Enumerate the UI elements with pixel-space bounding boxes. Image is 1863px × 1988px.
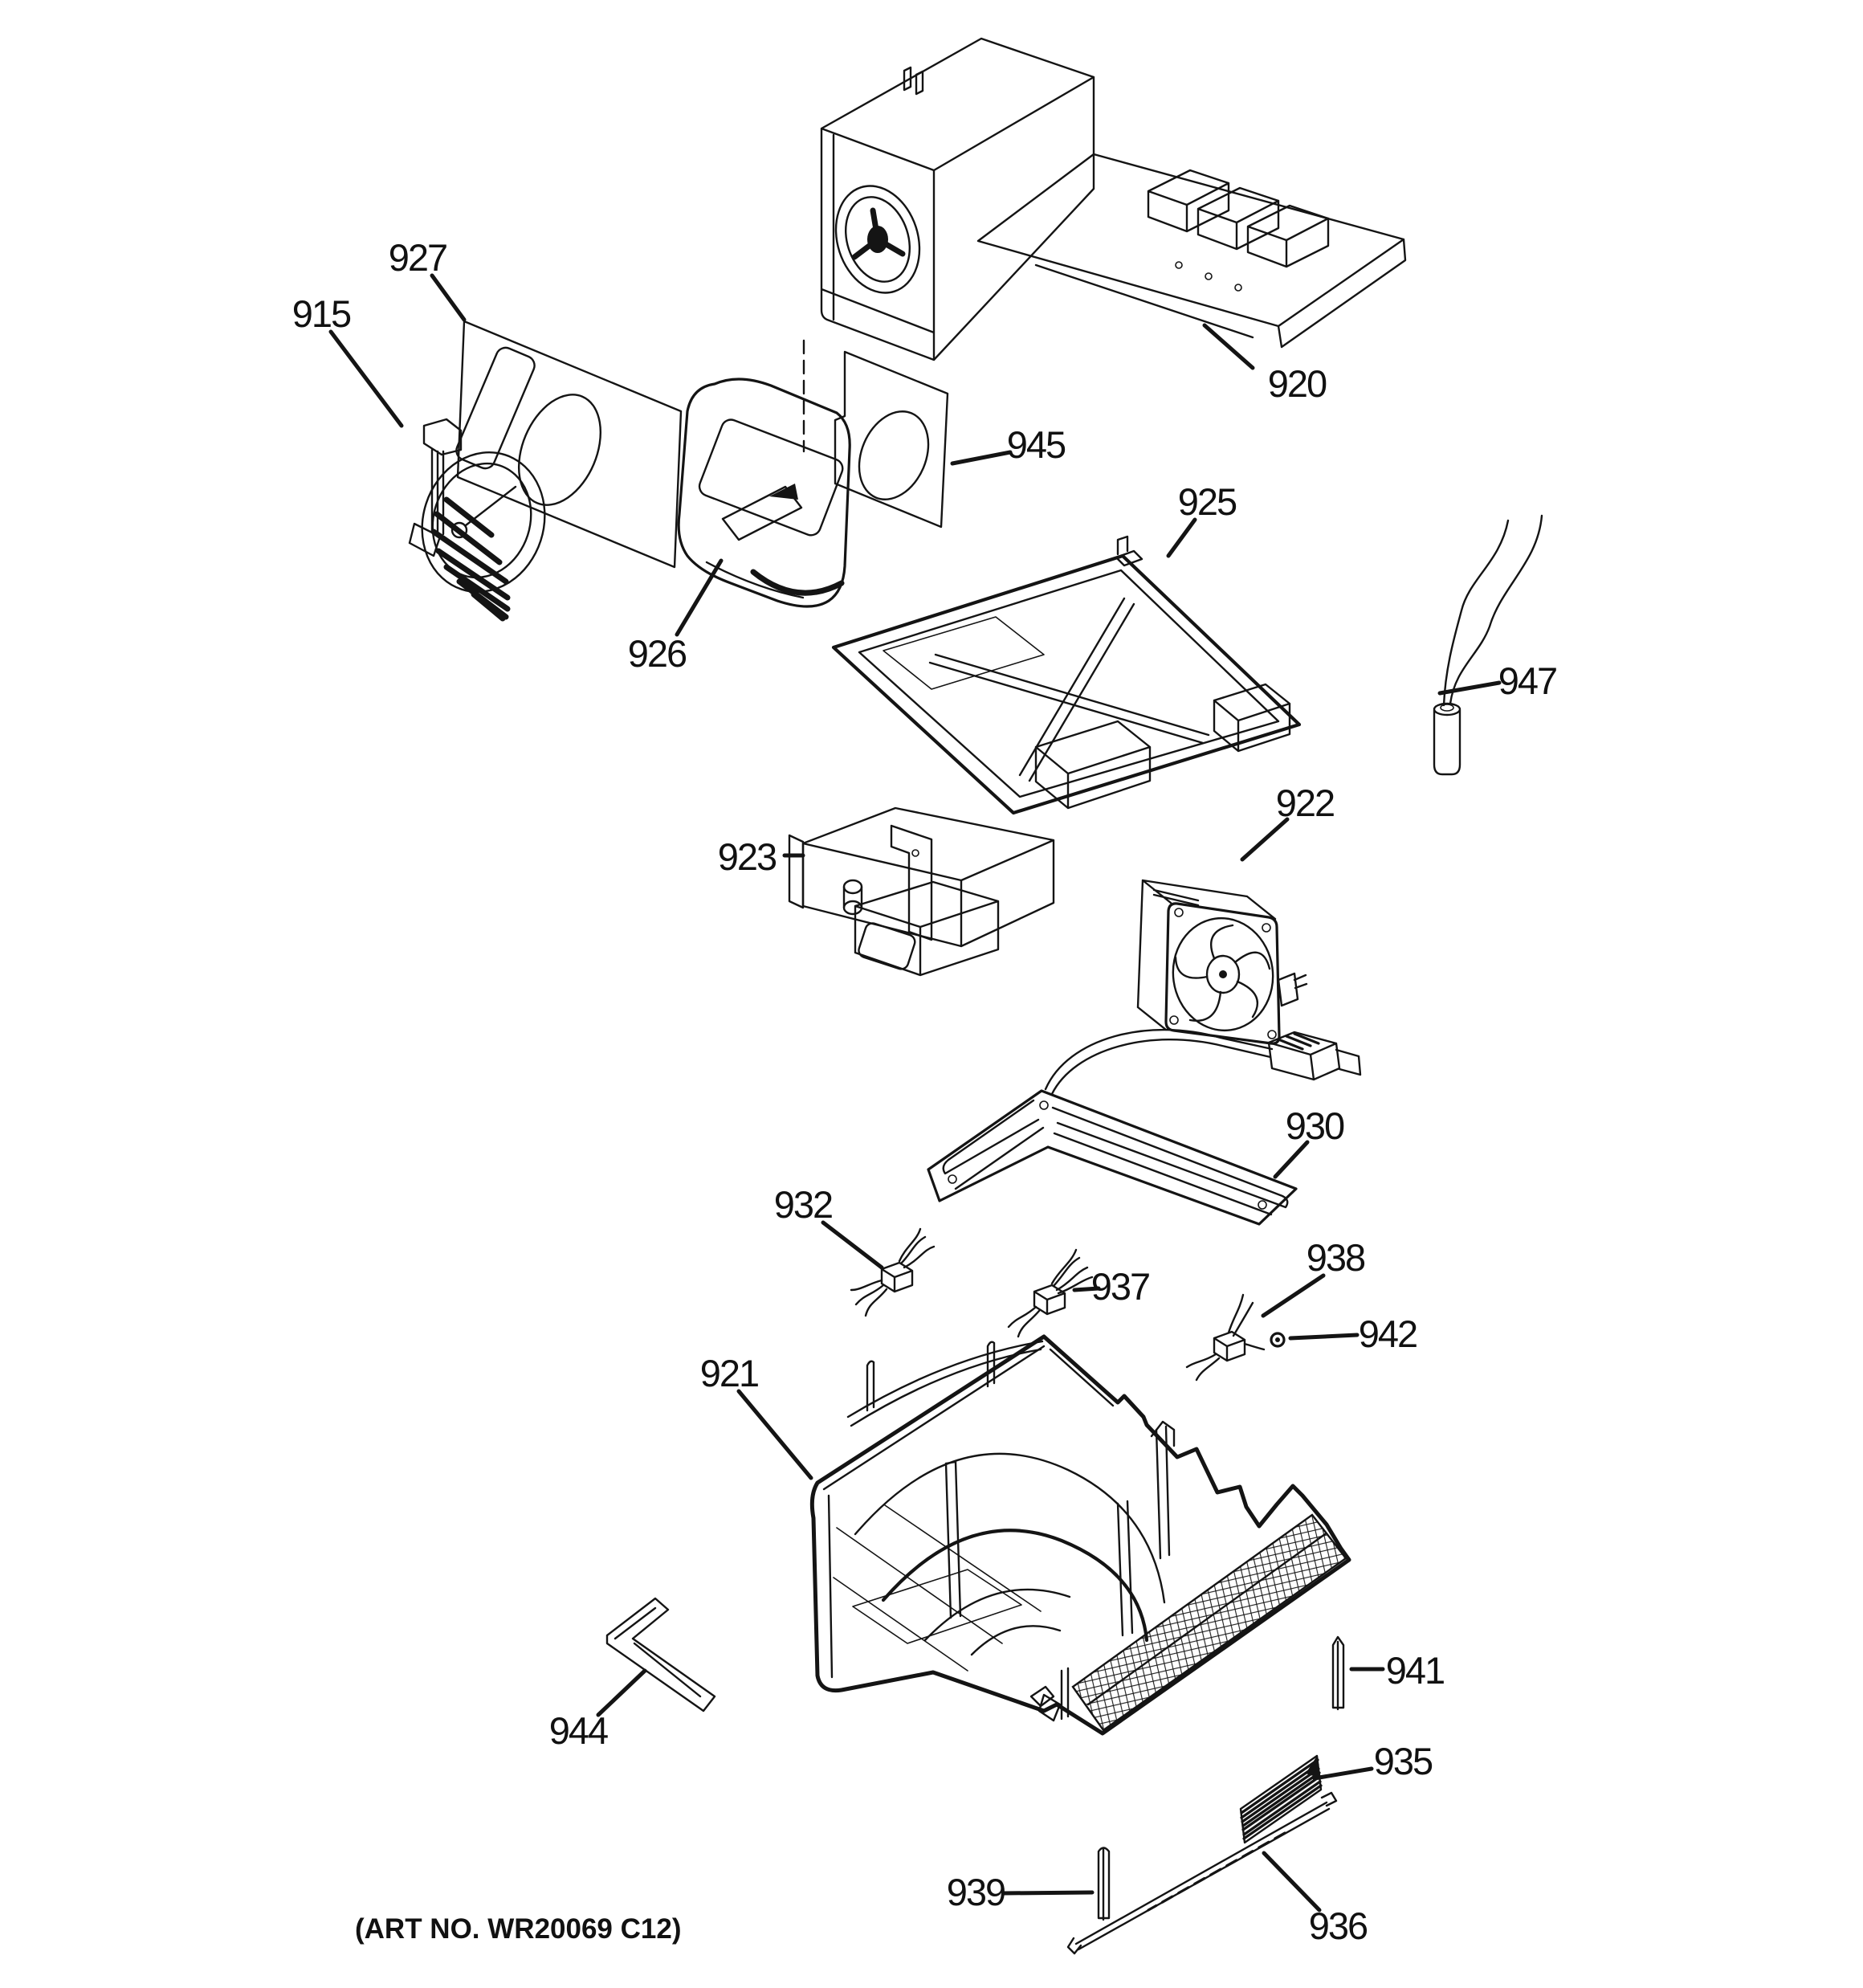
part-935-grille	[1241, 1756, 1321, 1843]
part-label-945: 945	[1006, 423, 1066, 466]
part-927-outline	[458, 321, 681, 567]
part-938-wires	[1187, 1295, 1264, 1380]
part-label-926: 926	[627, 632, 687, 675]
part-944-strip	[607, 1598, 715, 1711]
part-925-rim	[859, 570, 1278, 797]
part-921-outline	[812, 1337, 1349, 1733]
leader-945	[952, 452, 1010, 463]
leader-921	[739, 1391, 811, 1478]
part-915-damper	[404, 419, 562, 618]
part-932-connector	[851, 1229, 934, 1316]
part-930-connector	[1269, 1032, 1360, 1080]
part-939-body	[1099, 1848, 1109, 1921]
part-926-vane-tip	[769, 484, 798, 500]
part-937-body	[1034, 1285, 1065, 1314]
part-label-923: 923	[717, 835, 777, 878]
part-921-back-wall	[848, 1341, 1174, 1558]
part-941-pin	[1333, 1637, 1343, 1709]
part-945-outline	[835, 352, 948, 527]
part-926-mouth	[753, 572, 842, 593]
part-label-922: 922	[1275, 782, 1335, 824]
part-label-938: 938	[1306, 1236, 1365, 1279]
part-label-939: 939	[946, 1871, 1005, 1913]
part-label-930: 930	[1285, 1104, 1344, 1147]
part-922-connector-tab	[1278, 974, 1307, 1006]
leader-932	[823, 1223, 882, 1268]
leader-944	[598, 1671, 645, 1715]
part-923-bracket	[891, 826, 932, 940]
part-label-921: 921	[699, 1352, 759, 1394]
leader-927	[432, 276, 464, 320]
part-label-925: 925	[1177, 480, 1237, 523]
leader-922	[1242, 819, 1287, 859]
part-942-grommet	[1271, 1333, 1284, 1346]
part-920-blocks	[1148, 170, 1328, 267]
part-923-upper-box	[803, 808, 1054, 946]
part-label-935: 935	[1373, 1740, 1433, 1782]
part-label-915: 915	[291, 292, 351, 335]
part-label-941: 941	[1385, 1649, 1445, 1692]
part-922-fan	[1138, 880, 1307, 1043]
part-945-gasket	[835, 352, 948, 527]
part-label-944: 944	[548, 1709, 608, 1752]
part-921-scroll-thick	[883, 1530, 1147, 1640]
leader-930	[1275, 1142, 1307, 1177]
leader-926	[677, 561, 721, 635]
leader-939	[1004, 1892, 1092, 1893]
part-926-duct	[679, 379, 850, 606]
leader-947	[1440, 683, 1499, 693]
leader-938	[1263, 1276, 1323, 1316]
part-label-947: 947	[1498, 659, 1557, 702]
part-923-flange	[789, 835, 803, 908]
part-925-outline	[834, 556, 1299, 813]
part-939-pin	[1099, 1848, 1109, 1921]
part-937-wires	[1009, 1250, 1092, 1337]
part-925-cover	[834, 537, 1299, 813]
leader-915	[331, 332, 402, 426]
part-number-labels	[292, 236, 1556, 1947]
part-925-pocket	[883, 617, 1044, 689]
part-938-body	[1214, 1332, 1245, 1361]
part-label-937: 937	[1090, 1265, 1150, 1308]
leader-942	[1290, 1335, 1357, 1338]
part-921-grille	[1073, 1515, 1346, 1730]
leader-925	[1168, 520, 1195, 556]
part-936-hatch	[1148, 1833, 1285, 1910]
part-922-back-frame	[1138, 880, 1275, 1030]
part-921-divider-walls	[946, 1462, 1132, 1635]
part-label-927: 927	[388, 236, 447, 279]
part-label-920: 920	[1267, 362, 1327, 405]
part-920-tray	[978, 154, 1405, 347]
part-941-body	[1333, 1637, 1343, 1709]
part-932-wires	[851, 1229, 934, 1316]
part-926-outline	[679, 379, 850, 606]
part-921-clips	[1031, 1668, 1068, 1721]
part-926-inner-detail	[707, 487, 803, 598]
part-944-outline	[607, 1598, 715, 1711]
part-926-window	[697, 417, 846, 538]
leader-lines	[331, 276, 1499, 1910]
part-947-probe	[1434, 710, 1460, 774]
part-932-body	[882, 1263, 912, 1292]
part-label-942: 942	[1358, 1312, 1417, 1355]
part-947-thermistor	[1434, 516, 1542, 774]
leader-936	[1264, 1853, 1319, 1910]
part-937-connector	[1009, 1250, 1092, 1337]
leader-920	[1205, 325, 1253, 368]
leader-935	[1315, 1769, 1372, 1778]
part-915-louvers	[434, 500, 508, 618]
part-label-932: 932	[773, 1183, 833, 1226]
part-938-connector	[1187, 1295, 1264, 1380]
part-921-case	[812, 1337, 1349, 1733]
part-925-block-right	[1214, 684, 1290, 751]
part-923-control-module	[789, 808, 1054, 975]
art-number: (ART NO. WR20069 C12)	[355, 1913, 682, 1945]
part-label-936: 936	[1308, 1904, 1368, 1947]
